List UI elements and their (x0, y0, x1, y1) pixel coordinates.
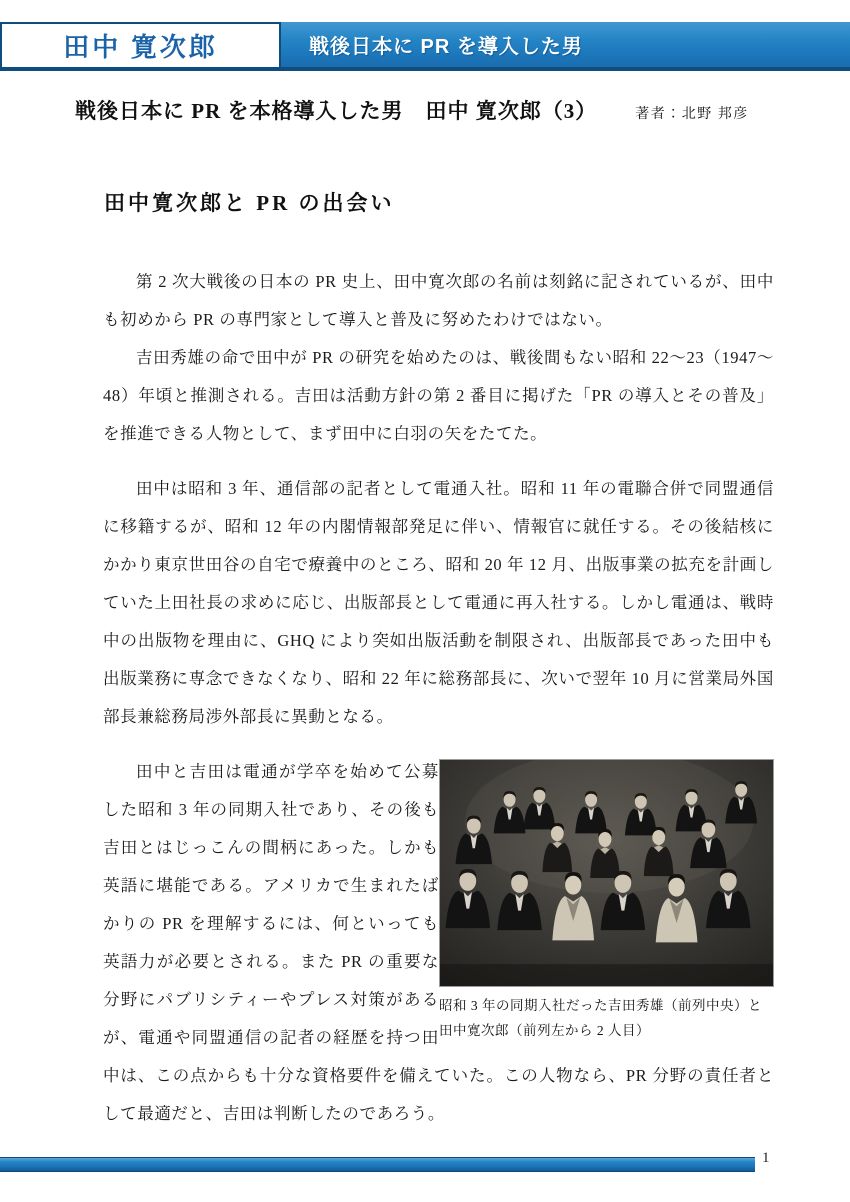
title-row (75, 95, 850, 125)
author-credit: 著者：北野 邦彦 (635, 107, 749, 122)
article-title: 戦後日本に PR を本格導入した男 田中 寛次郎（3） (75, 99, 598, 123)
group-photo (439, 759, 774, 987)
page-number: 1 (762, 1150, 770, 1166)
body-paragraph-1: 第 2 次大戦後の日本の PR 史上、田中寛次郎の名前は刻銘に記されているが、田中も初めから PR の専門家として導入と普及に努めたわけではない。 (103, 272, 774, 329)
section-heading: 田中寛次郎と PR の出会い (104, 191, 395, 215)
body-paragraph-3: 田中は昭和 3 年、通信部の記者として電通入社。昭和 11 年の電聯合併で同盟通信に移籍するが、昭和 12 年の内閣情報部発足に伴い、情報官に就任する。その後結核にかかり東京世田谷の自宅で療養中のところ、昭和 20 年 12 月、出版事業の拡充を計画していた上田社長の求めに応じ、出版部長として電通に再入社する。しかし電通は、戦時中の出版物を理由に、GHQ により突如出版活動を制限され、出版部長であった田中も出版業務に専念できなくなり、昭和 22 年に総務部長に、次いで翌年 10 月に営業局外国部長兼総務局渉外部長に異動となる。 (103, 479, 774, 726)
header-name-text: 田中 寛次郎 (63, 33, 218, 62)
body-paragraph-4: 田中と吉田は電通が学卒を始めて公募した昭和 3 年の同期入社であり、その後も吉田とはじっこんの間柄にあった。しかも英語に堪能である。アメリカで生まれたばかりの PR を理解するには、何といっても英語力が必要とされる。また PR の重要な分野にパブリシティーやプレス対策があるが、電通や同盟通信の記者の経歴を持つ田中は、この点からも十分な資格要件を備えていた。この人物なら、PR 分野の責任者として最適だと、吉田は判断したのであろう。 (103, 762, 774, 1123)
group-photo-figure (439, 759, 774, 1044)
article-body (103, 263, 774, 1133)
header-name-box (0, 22, 281, 67)
page-header (0, 22, 850, 67)
header-banner (281, 22, 850, 67)
header-banner-text: 戦後日本に PR を導入した男 (309, 36, 583, 58)
header-rule (0, 67, 850, 71)
photo-caption: 昭和 3 年の同期入社だった吉田秀雄（前列中央）と田中寛次郎（前列左から 2 人目） (439, 998, 762, 1038)
footer-bar (0, 1157, 755, 1172)
body-paragraph-2: 吉田秀雄の命で田中が PR の研究を始めたのは、戦後間もない昭和 22～23（1947～48）年頃と推測される。吉田は活動方針の第 2 番目に掲げた「PR の導入とその普及」を推進できる人物として、まず田中に白羽の矢をたてた。 (103, 348, 774, 443)
paragraph-with-photo (103, 753, 774, 1133)
